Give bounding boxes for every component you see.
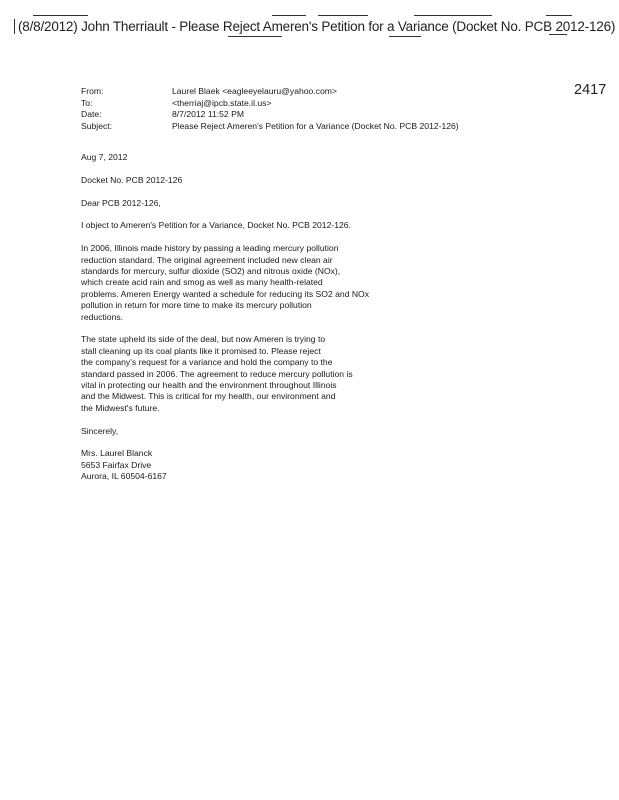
- page-number: 2417: [574, 82, 607, 98]
- paragraph-line: In 2006, Illinois made history by passing a leading mercury pollution: [81, 243, 339, 254]
- header-label: From:: [81, 86, 104, 96]
- signature-city: Aurora, IL 60504-6167: [81, 471, 167, 482]
- paragraph-line: stall cleaning up its coal plants like it promised to. Please reject: [81, 345, 321, 356]
- paragraph-line: reductions.: [81, 311, 124, 322]
- header-row-from: [81, 86, 459, 98]
- document-title-bar: [14, 19, 615, 34]
- header-value: Please Reject Ameren's Petition for a Variance (Docket No. PCB 2012-126): [172, 120, 459, 131]
- paragraph-line: vital in protecting our health and the environment throughout Illinois: [81, 380, 337, 391]
- paragraph-line: reduction standard. The original agreement included new clean air: [81, 254, 333, 265]
- paragraph-line: standard passed in 2006. The agreement to reduce mercury pollution is: [81, 368, 353, 379]
- paragraph-line: which create acid rain and smog as well as many health-related: [81, 277, 323, 288]
- salutation: Dear PCB 2012-126,: [81, 197, 161, 208]
- header-value: 8/7/2012 11:52 PM: [172, 109, 244, 119]
- paragraph-line: pollution in return for more time to make its mercury pollution: [81, 300, 312, 311]
- paragraph-2: [81, 334, 381, 414]
- scan-line: [414, 15, 492, 16]
- paragraph-line: the company's request for a variance and hold the company to the: [81, 357, 333, 368]
- letter-date: Aug 7, 2012: [81, 152, 128, 162]
- paragraph-line: The state upheld its side of the deal, but now Ameren is trying to: [81, 334, 326, 345]
- signature-street: 5653 Fairfax Drive: [81, 459, 152, 470]
- scan-line: [228, 36, 282, 37]
- header-label: Date:: [81, 109, 102, 119]
- paragraph-line: problems. Ameren Energy wanted a schedule for reducing its SO2 and NOx: [81, 288, 370, 299]
- email-header: [81, 86, 459, 132]
- paragraph-line: the Midwest's future.: [81, 402, 160, 413]
- document-title: (8/8/2012) John Therriault - Please Reject Ameren's Petition for a Variance (Docket No. PCB 2012-126): [18, 19, 616, 34]
- scan-line: [318, 15, 368, 16]
- opening-line: I object to Ameren's Petition for a Variance, Docket No. PCB 2012-126.: [81, 220, 351, 231]
- scan-line: [272, 15, 306, 16]
- header-label: To:: [81, 97, 93, 108]
- scan-line: [33, 15, 88, 16]
- scan-line: [549, 34, 567, 35]
- paragraph-1: [81, 243, 381, 323]
- header-row-to: [81, 98, 459, 110]
- docket-line: Docket No. PCB 2012-126: [81, 174, 183, 185]
- paragraph-line: and the Midwest. This is critical for my health, our environment and: [81, 391, 336, 402]
- header-row-date: [81, 109, 459, 121]
- title-bracket: [14, 19, 15, 34]
- letter-body: [81, 152, 381, 483]
- header-value: Laurel Blaek <eagleeyelauru@yahoo.com>: [172, 86, 337, 96]
- paragraph-line: standards for mercury, sulfur dioxide (SO2) and nitrous oxide (NOx),: [81, 266, 341, 276]
- closing: Sincerely,: [81, 425, 119, 436]
- header-row-subject: [81, 121, 459, 133]
- header-label: Subject:: [81, 120, 113, 131]
- signature-block: [81, 448, 381, 482]
- scan-line: [546, 15, 572, 16]
- signature-name: Mrs. Laurel Blanck: [81, 448, 153, 459]
- header-value: <therriaj@ipcb.state.il.us>: [172, 97, 272, 108]
- scan-line: [389, 36, 421, 37]
